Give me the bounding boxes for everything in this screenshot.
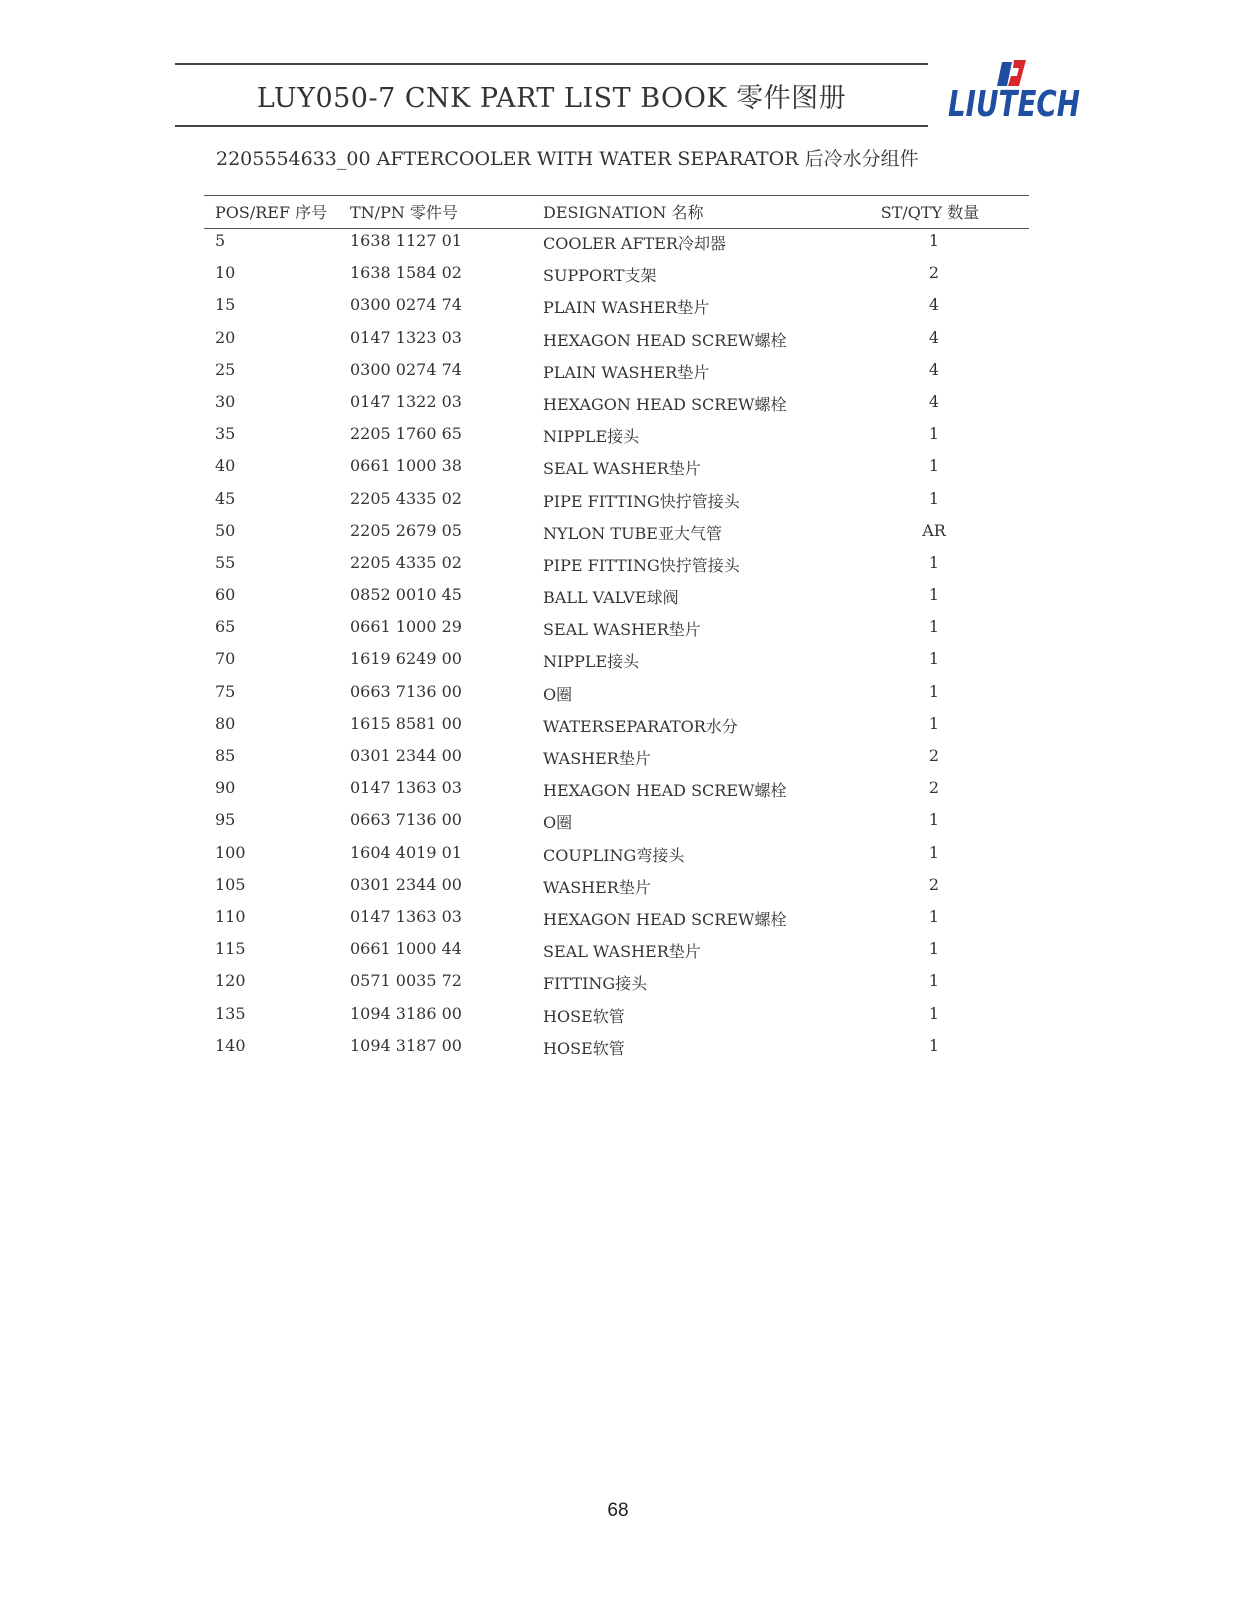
cell-pos: 50 <box>215 520 236 540</box>
cell-designation: PIPE FITTING快拧管接头 <box>543 555 740 575</box>
cell-pos: 35 <box>215 424 236 444</box>
cell-designation: HEXAGON HEAD SCREW螺栓 <box>543 330 787 350</box>
header-top-rule <box>175 63 928 65</box>
cell-quantity: 4 <box>928 295 940 315</box>
cell-pos: 90 <box>215 778 236 798</box>
table-row <box>0 714 1236 746</box>
cell-part-number: 0301 2344 00 <box>350 874 462 894</box>
cell-quantity: 2 <box>928 778 940 798</box>
cell-designation: O圈 <box>543 813 573 833</box>
table-top-rule <box>204 195 1029 196</box>
cell-quantity: 1 <box>928 971 940 991</box>
cell-part-number: 0663 7136 00 <box>350 681 462 701</box>
cell-designation: FITTING接头 <box>543 974 648 994</box>
header-bottom-rule <box>175 125 928 127</box>
cell-pos: 100 <box>215 842 246 862</box>
cell-quantity: 2 <box>928 263 940 283</box>
table-header-rule <box>204 228 1029 229</box>
cell-part-number: 1604 4019 01 <box>350 842 462 862</box>
cell-part-number: 0571 0035 72 <box>350 971 462 991</box>
cell-designation: HOSE软管 <box>543 1006 625 1026</box>
cell-part-number: 1615 8581 00 <box>350 713 462 733</box>
cell-designation: O圈 <box>543 684 573 704</box>
table-row <box>0 456 1236 488</box>
cell-pos: 40 <box>215 456 236 476</box>
page-number: 68 <box>607 1500 629 1521</box>
cell-designation: HEXAGON HEAD SCREW螺栓 <box>543 909 787 929</box>
liutech-logo-graphic <box>948 56 1098 124</box>
cell-pos: 65 <box>215 617 236 637</box>
document-title: LUY050-7 CNK PART LIST BOOK 零件图册 <box>256 83 847 114</box>
cell-part-number: 0661 1000 29 <box>350 617 462 637</box>
table-row <box>0 778 1236 810</box>
cell-quantity: 1 <box>928 585 940 605</box>
column-header-quantity: ST/QTY 数量 <box>880 203 980 222</box>
table-row <box>0 231 1236 263</box>
table-row <box>0 1004 1236 1036</box>
cell-designation: SEAL WASHER垫片 <box>543 459 701 479</box>
cell-quantity: 2 <box>928 746 940 765</box>
table-row <box>0 1036 1236 1068</box>
cell-part-number: 2205 1760 65 <box>350 424 462 444</box>
cell-pos: 110 <box>215 906 246 926</box>
cell-quantity: 1 <box>928 456 940 476</box>
cell-designation: WASHER垫片 <box>543 877 651 897</box>
cell-designation: NYLON TUBE亚大气管 <box>543 523 722 543</box>
cell-quantity: 1 <box>928 488 940 508</box>
cell-quantity: 1 <box>928 649 940 669</box>
cell-part-number: 0661 1000 38 <box>350 456 462 476</box>
cell-quantity: 1 <box>928 1035 940 1055</box>
cell-designation: PIPE FITTING快拧管接头 <box>543 491 740 511</box>
table-row <box>0 875 1236 907</box>
cell-designation: PLAIN WASHER垫片 <box>543 298 710 318</box>
cell-part-number: 0147 1363 03 <box>350 906 462 926</box>
cell-pos: 85 <box>215 746 236 765</box>
cell-part-number: 2205 4335 02 <box>350 488 462 508</box>
cell-designation: BALL VALVE球阀 <box>543 588 679 608</box>
cell-designation: COOLER AFTER冷却器 <box>543 234 726 253</box>
cell-quantity: 4 <box>928 327 940 347</box>
logo-wordmark: LIUTECH <box>948 84 1080 125</box>
cell-pos: 120 <box>215 971 246 991</box>
column-header-pos: POS/REF 序号 <box>215 203 328 222</box>
table-row <box>0 328 1236 360</box>
table-row <box>0 553 1236 585</box>
table-row <box>0 360 1236 392</box>
table-row <box>0 939 1236 971</box>
cell-part-number: 1638 1584 02 <box>350 263 462 283</box>
cell-designation: PLAIN WASHER垫片 <box>543 362 710 382</box>
cell-quantity: 1 <box>928 906 940 926</box>
table-row <box>0 263 1236 295</box>
cell-pos: 55 <box>215 552 236 572</box>
table-row <box>0 649 1236 681</box>
cell-part-number: 0300 0274 74 <box>350 359 462 379</box>
cell-designation: COUPLING弯接头 <box>543 845 685 865</box>
cell-designation: SEAL WASHER垫片 <box>543 620 701 640</box>
cell-quantity: 1 <box>928 939 940 959</box>
table-row <box>0 617 1236 649</box>
cell-pos: 45 <box>215 488 236 508</box>
table-row <box>0 424 1236 456</box>
cell-pos: 135 <box>215 1003 246 1023</box>
table-row <box>0 585 1236 617</box>
column-header-designation: DESIGNATION 名称 <box>543 203 704 222</box>
cell-designation: HEXAGON HEAD SCREW螺栓 <box>543 394 787 414</box>
cell-pos: 95 <box>215 810 236 830</box>
column-header-part-number: TN/PN 零件号 <box>350 203 458 222</box>
cell-pos: 70 <box>215 649 236 669</box>
cell-designation: HEXAGON HEAD SCREW螺栓 <box>543 781 787 801</box>
cell-pos: 75 <box>215 681 236 701</box>
table-row <box>0 843 1236 875</box>
cell-quantity: 1 <box>928 552 940 572</box>
cell-part-number: 0301 2344 00 <box>350 746 462 765</box>
table-row <box>0 392 1236 424</box>
cell-quantity: 1 <box>928 713 940 733</box>
cell-part-number: 2205 2679 05 <box>350 520 462 540</box>
cell-part-number: 1094 3187 00 <box>350 1035 462 1055</box>
cell-part-number: 1638 1127 01 <box>350 231 462 250</box>
cell-pos: 20 <box>215 327 236 347</box>
cell-part-number: 0300 0274 74 <box>350 295 462 315</box>
table-row <box>0 907 1236 939</box>
cell-quantity: 1 <box>928 424 940 444</box>
cell-quantity: 1 <box>928 810 940 830</box>
cell-part-number: 0147 1363 03 <box>350 778 462 798</box>
cell-designation: NIPPLE接头 <box>543 427 640 447</box>
cell-designation: SUPPORT支架 <box>543 266 657 286</box>
cell-pos: 140 <box>215 1035 246 1055</box>
table-row <box>0 810 1236 842</box>
cell-quantity: 1 <box>928 1003 940 1023</box>
cell-quantity: 4 <box>928 359 940 379</box>
liutech-logo <box>948 56 1098 124</box>
cell-part-number: 1619 6249 00 <box>350 649 462 669</box>
cell-quantity: 4 <box>928 391 940 411</box>
cell-quantity: 1 <box>928 681 940 701</box>
cell-pos: 10 <box>215 263 236 283</box>
cell-designation: HOSE软管 <box>543 1038 625 1058</box>
cell-pos: 80 <box>215 713 236 733</box>
cell-pos: 25 <box>215 359 236 379</box>
cell-pos: 15 <box>215 295 236 315</box>
cell-pos: 105 <box>215 874 246 894</box>
cell-pos: 30 <box>215 391 236 411</box>
table-row <box>0 489 1236 521</box>
cell-quantity: 1 <box>928 617 940 637</box>
cell-quantity: AR <box>922 520 946 540</box>
section-title: 2205554633_00 AFTERCOOLER WITH WATER SEPARATOR 后冷水分组件 <box>216 148 919 170</box>
table-body <box>0 231 1236 1068</box>
cell-part-number: 0147 1323 03 <box>350 327 462 347</box>
cell-designation: WASHER垫片 <box>543 749 651 768</box>
cell-pos: 115 <box>215 939 246 959</box>
table-row <box>0 521 1236 553</box>
cell-part-number: 0852 0010 45 <box>350 585 462 605</box>
cell-designation: SEAL WASHER垫片 <box>543 942 701 962</box>
cell-designation: NIPPLE接头 <box>543 652 640 672</box>
cell-part-number: 0147 1322 03 <box>350 391 462 411</box>
cell-quantity: 2 <box>928 874 940 894</box>
table-row <box>0 682 1236 714</box>
cell-part-number: 2205 4335 02 <box>350 552 462 572</box>
cell-part-number: 1094 3186 00 <box>350 1003 462 1023</box>
table-row <box>0 746 1236 778</box>
table-row <box>0 971 1236 1003</box>
cell-designation: WATERSEPARATOR水分 <box>543 716 738 736</box>
table-row <box>0 295 1236 327</box>
cell-pos: 60 <box>215 585 236 605</box>
cell-part-number: 0663 7136 00 <box>350 810 462 830</box>
cell-quantity: 1 <box>928 231 940 250</box>
cell-part-number: 0661 1000 44 <box>350 939 462 959</box>
table-header <box>0 200 1236 224</box>
cell-pos: 5 <box>215 231 226 250</box>
cell-quantity: 1 <box>928 842 940 862</box>
